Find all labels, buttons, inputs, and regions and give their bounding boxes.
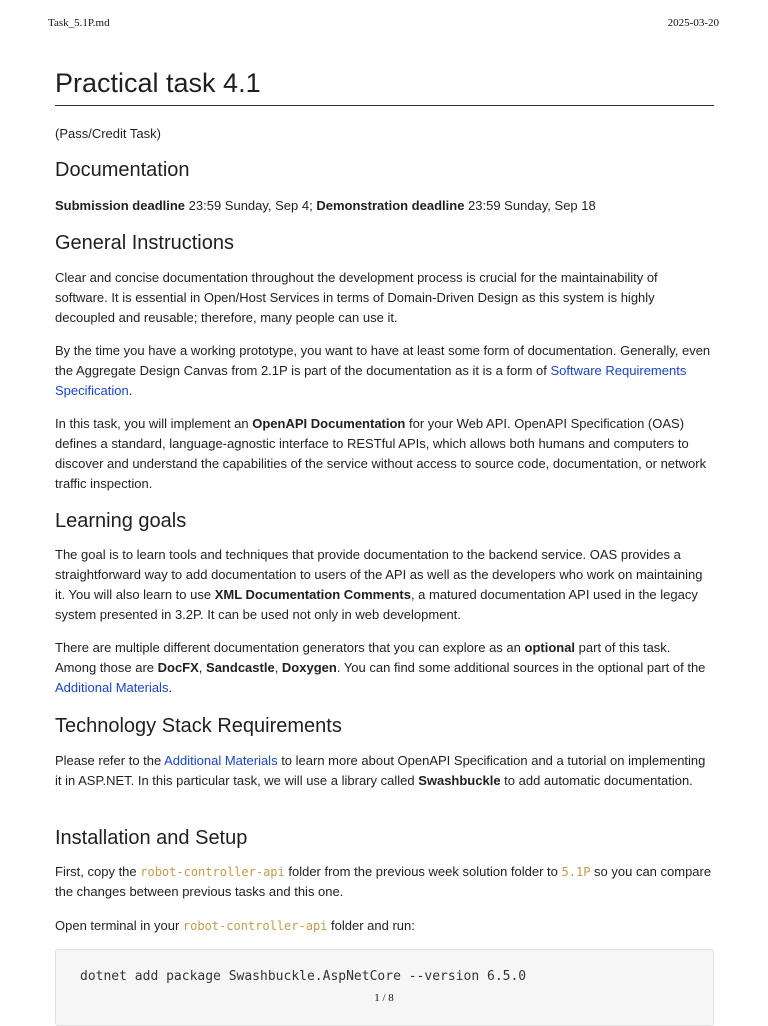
demo-label: Demonstration deadline [316,198,465,213]
install-p2: Open terminal in your robot-controller-api folder and run: [55,918,415,933]
link-srs[interactable]: Software Requirements Specification [55,363,687,398]
general-p1: Clear and concise documentation throughout the development process is crucial for the maintainability of software. It is essential in Open/Host Services in terms of Domain-Driven Design as this system is highly decoupled and reusable; therefore, many people can use it. [55,270,658,325]
link-additional-materials-1[interactable]: Additional Materials [55,680,169,695]
print-header [48,17,719,29]
install-p1: First, copy the robot-controller-api folder from the previous week solution folder to 5.1P so you can compare the changes between previous tasks and this one. [55,864,712,899]
heading-documentation: Documentation [55,159,190,181]
learning-p1: The goal is to learn tools and techniques that provide documentation to the backend service. OAS provides a straightforward way to add documentation to users of the API as well as the developers who work on maintaining it. You will also learn to use XML Documentation Comments, a matured documentation API used in the legacy system presented in 3.2P. It can be used not only in web development. [55,547,703,622]
heading-install: Installation and Setup [55,827,248,849]
code-block [55,949,714,1026]
link-additional-materials-2[interactable]: Additional Materials [164,753,278,768]
tech-p: Please refer to the Additional Materials to learn more about OpenAPI Specification and a tutorial on implementing it in ASP.NET. In this particular task, we will use a library called Swashbuckle to add automatic documentation. [55,753,706,788]
submission-label: Submission deadline [55,198,186,213]
code-folder: robot-controller-api [140,865,285,879]
learning-p2: There are multiple different documentation generators that you can explore as an optional part of this task. Among those are DocFX, Sandcastle, Doxygen. You can find some additional sources in the optional part of the Additional Materials. [55,640,706,695]
deadlines: Submission deadline 23:59 Sunday, Sep 4; Demonstration deadline 23:59 Sunday, Sep 18 [55,198,596,213]
general-p3: In this task, you will implement an OpenAPI Documentation for your Web API. OpenAPI Specification (OAS) defines a standard, language-agnostic interface to RESTful APIs, which allows both humans and computers to discover and understand the capabilities of the service without access to source code, documentation, or network traffic inspection. [55,416,707,491]
file-name: Task_5.1P.md [48,17,110,29]
code-target: 5.1P [561,865,591,879]
install-command: dotnet add package Swashbuckle.AspNetCore --version 6.5.0 [80,969,527,984]
page-number: 1 / 8 [374,992,394,1004]
page-title: Practical task 4.1 [55,66,714,106]
heading-learning: Learning goals [55,510,187,532]
code-folder-2: robot-controller-api [182,919,328,933]
heading-general: General Instructions [55,232,234,254]
task-type: (Pass/Credit Task) [55,126,161,141]
general-p2: By the time you have a working prototype, you want to have at least some form of documentation. Generally, even the Aggregate Design Canvas from 2.1P is part of the documentation as it is a form of Software Requirements Specification. [55,343,711,398]
heading-tech: Technology Stack Requirements [55,715,342,737]
print-date: 2025-03-20 [667,17,719,29]
